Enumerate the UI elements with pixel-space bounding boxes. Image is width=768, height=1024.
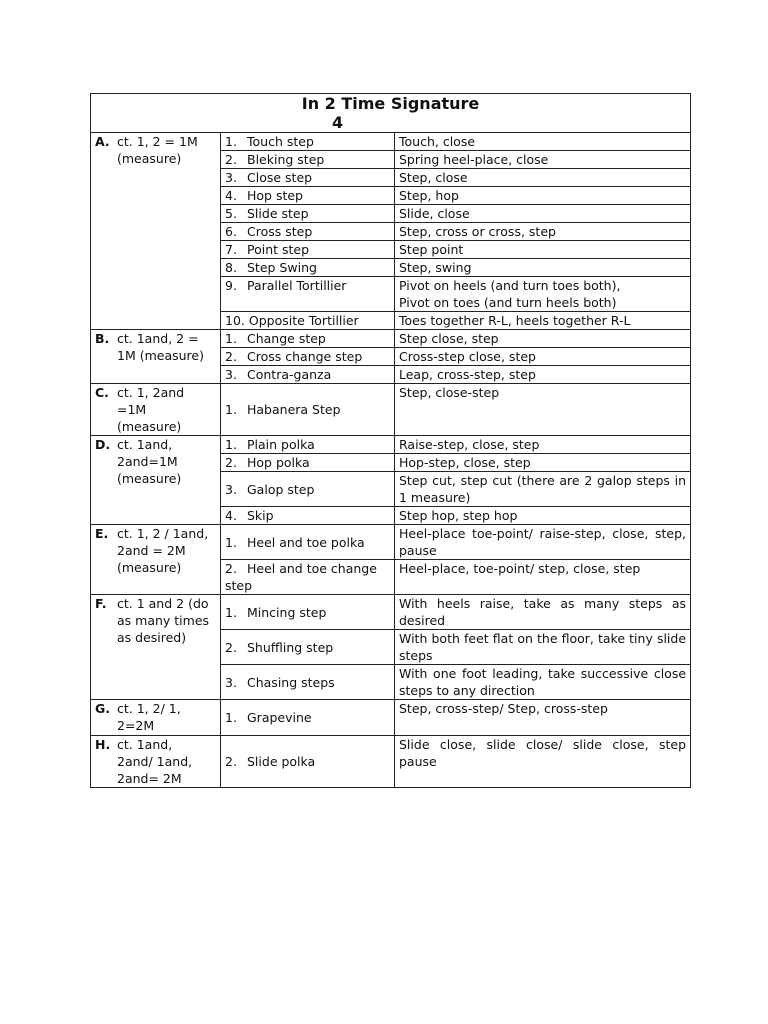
step-description: Step, swing [395,259,691,277]
group-count-cell [91,525,221,595]
step-name: Cross change step [247,349,363,364]
step-number: 2. [225,349,237,364]
step-name: Touch step [247,134,314,149]
group-count: ct. 1, 2 / 1and, 2and = 2M (measure) [117,526,209,575]
title-row [91,94,691,133]
group-count-cell [91,736,221,788]
group-count: ct. 1, 2/ 1, 2=2M [117,701,181,733]
group-count: ct. 1and, 2and=1M (measure) [117,437,182,486]
step-description: With one foot leading, take successive close steps to any direction [395,665,691,700]
step-name-cell [221,312,395,330]
step-number: 1. [225,134,237,149]
step-name-cell [221,436,395,454]
step-description: Step, hop [395,187,691,205]
step-number: 1. [225,437,237,452]
step-name: Hop step [247,188,303,203]
step-name: Hop polka [247,455,310,470]
table-row [91,384,691,436]
group-letter: H. [95,737,111,752]
step-name: Mincing step [247,604,327,620]
group-count: ct. 1and, 2and/ 1and, 2and= 2M [117,737,193,786]
group-letter: D. [95,437,111,452]
group-count-cell [91,595,221,700]
step-name: Galop step [247,481,315,497]
step-name-cell [221,241,395,259]
step-description: Toes together R-L, heels together R-L [395,312,691,330]
group-letter: E. [95,526,109,541]
step-name: Slide polka [247,754,316,769]
step-name: Cross step [247,224,313,239]
step-number: 3. [225,367,237,382]
step-name: Heel and toe change step [225,561,377,593]
step-name-cell [221,525,395,560]
step-name-cell [221,700,395,736]
step-name: Skip [247,508,274,523]
step-name: Close step [247,170,313,185]
step-number: 6. [225,224,237,239]
step-name-cell [221,187,395,205]
step-description: Slide close, slide close/ slide close, step pause [395,736,691,788]
step-name-cell [221,595,395,630]
group-letter: F. [95,596,107,611]
group-letter: A. [95,134,110,149]
time-signature-denominator: 4 [332,113,344,132]
step-number: 4. [225,508,237,523]
table-row [91,736,691,788]
group-count-cell [91,436,221,525]
step-number: 2. [225,152,237,167]
step-name-cell [221,366,395,384]
step-number: 1. [225,710,237,725]
step-number: 3. [225,481,237,497]
step-name: Habanera Step [247,402,341,417]
step-number: 8. [225,260,237,275]
step-description: Step, cross-step/ Step, cross-step [395,700,691,736]
step-number: 2. [225,639,237,655]
step-name: Point step [247,242,310,257]
step-name-cell [221,454,395,472]
step-number: 1. [225,331,237,346]
step-number: 3. [225,170,237,185]
step-description: Spring heel-place, close [395,151,691,169]
step-description: Step hop, step hop [395,507,691,525]
step-name: Bleking step [247,152,325,167]
step-name-cell [221,665,395,700]
step-number: 5. [225,206,237,221]
group-count: ct. 1, 2and =1M (measure) [117,385,185,434]
step-name-cell [221,259,395,277]
step-name-cell [221,507,395,525]
group-count: ct. 1, 2 = 1M (measure) [117,134,198,166]
step-description: With heels raise, take as many steps as desired [395,595,691,630]
step-description: Raise-step, close, step [395,436,691,454]
step-name: Heel and toe polka [247,534,365,550]
group-letter: C. [95,385,109,400]
step-number: 2. [225,561,237,576]
step-description: Step point [395,241,691,259]
step-name-cell [221,151,395,169]
step-name: Change step [247,331,326,346]
step-name: Slide step [247,206,309,221]
step-description: Step, close-step [395,384,691,436]
table-row [91,436,691,454]
step-number: 10. [225,313,245,328]
step-name-cell [221,277,395,312]
table-row [91,700,691,736]
step-name-cell [221,205,395,223]
table-row [91,133,691,151]
table-title-cell [91,94,691,133]
step-name: Parallel Tortillier [247,278,347,293]
step-description: Heel-place toe-point/ raise-step, close, step, pause [395,525,691,560]
step-description: Cross-step close, step [395,348,691,366]
step-description: Touch, close [395,133,691,151]
step-number: 2. [225,455,237,470]
step-name: Plain polka [247,437,315,452]
step-name-cell [221,736,395,788]
group-count: ct. 1and, 2 = 1M (measure) [117,331,204,363]
step-name-cell [221,223,395,241]
step-description: Leap, cross-step, step [395,366,691,384]
step-description: Step, close [395,169,691,187]
table-row [91,330,691,348]
step-name-cell [221,472,395,507]
step-name-cell [221,384,395,436]
step-name-cell [221,169,395,187]
step-name: Opposite Tortillier [244,313,359,328]
step-number: 2. [225,754,237,769]
step-description: Step cut, step cut (there are 2 galop steps in 1 measure) [395,472,691,507]
step-description: Pivot on heels (and turn toes both), Pivot on toes (and turn heels both) [395,277,691,312]
group-letter: B. [95,331,110,346]
step-description: Slide, close [395,205,691,223]
step-number: 9. [225,278,237,293]
step-description: With both feet flat on the floor, take tiny slide steps [395,630,691,665]
step-number: 1. [225,402,237,417]
step-number: 1. [225,534,237,550]
table-body [91,133,691,788]
step-name-cell [221,330,395,348]
step-number: 3. [225,674,237,690]
table-title: In 2 Time Signature [301,94,480,113]
step-description: Step, cross or cross, step [395,223,691,241]
step-name-cell [221,348,395,366]
table-row [91,595,691,630]
group-count-cell [91,384,221,436]
group-count-cell [91,133,221,330]
step-number: 4. [225,188,237,203]
step-description: Heel-place, toe-point/ step, close, step [395,560,691,595]
step-number: 1. [225,604,237,620]
step-name-cell [221,630,395,665]
step-name: Contra-ganza [247,367,332,382]
step-name: Step Swing [247,260,317,275]
dance-steps-table [90,93,691,788]
step-number: 7. [225,242,237,257]
group-count-cell [91,330,221,384]
group-count: ct. 1 and 2 (do as many times as desired) [117,596,210,645]
group-count-cell [91,700,221,736]
step-name-cell [221,133,395,151]
step-description: Step close, step [395,330,691,348]
step-description: Hop-step, close, step [395,454,691,472]
group-letter: G. [95,701,111,716]
step-name: Chasing steps [247,674,335,690]
step-name: Shuffling step [247,639,334,655]
step-name-cell [221,560,395,595]
step-name: Grapevine [247,710,312,725]
table-row [91,525,691,560]
